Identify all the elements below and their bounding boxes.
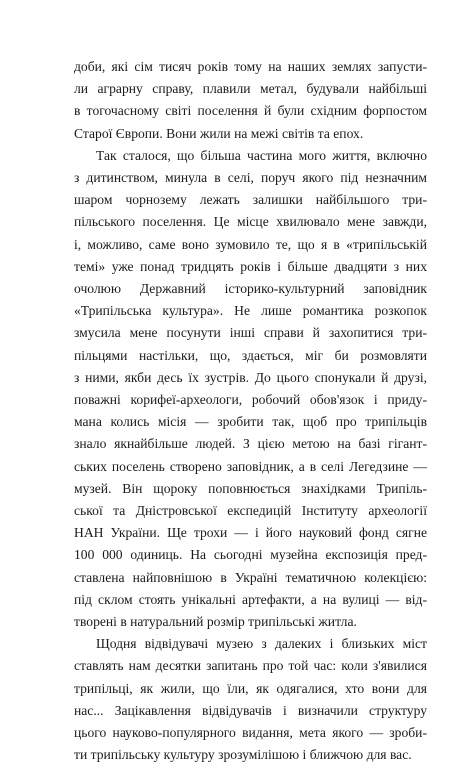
paragraph-3 — [74, 633, 427, 766]
text-line: пільського поселення. Це місце хвилювало мене завжди, — [74, 214, 427, 230]
text-line: Старої Європи. Вони жили на межі світів та епох. — [74, 125, 364, 141]
text-line: «Трипільська культура». Не лише романтика розкопок — [74, 303, 427, 319]
text-line: ли аграрну справу, плавили метал, будували найбільші — [74, 81, 427, 97]
text-line: мана колись місія — зробити так, щоб про трипільців — [74, 414, 427, 430]
text-line: шаром чорнозему лежать залишки найбільшого три- — [74, 192, 427, 208]
book-page-text — [74, 56, 427, 767]
text-line: і, можливо, саме воно зумовило те, що я в «трипільській — [74, 236, 427, 252]
paragraph-1 — [74, 56, 427, 145]
text-line: нас... Зацікавлення відвідувачів і визначили структуру — [74, 702, 427, 718]
text-line: пільцями настільки, що, здається, міг би розмовляти — [74, 347, 427, 363]
paragraph-2 — [74, 145, 427, 633]
text-line: НАН України. Ще трохи — і його науковий фонд сягне — [74, 525, 427, 541]
text-line: Так сталося, що більша частина мого життя, включно — [96, 147, 427, 163]
text-line: з дитинством, минула в селі, поруч якого під незначним — [74, 170, 427, 186]
text-line: ставлена найповнішою в Україні тематичною колекцією: — [74, 569, 427, 585]
text-line: Щодня відвідувачі музею з далеких і близьких міст — [96, 636, 427, 652]
text-line: творені в натуральний розмір трипільські житла. — [74, 614, 357, 630]
text-line: очолюю Державний історико-культурний заповідник — [74, 281, 427, 297]
text-line: під склом стоять унікальні артефакти, а на вулиці — від- — [74, 591, 427, 607]
text-line: 100 000 одиниць. На сьогодні музейна експозиція пред- — [74, 547, 427, 563]
text-line: трипільці, як жили, що їли, як одягалися, хто вони для — [74, 680, 427, 696]
text-line: знало якнайбільше людей. З цією метою на базі гігант- — [74, 436, 427, 452]
text-line: темі» уже понад тридцять років і більше двадцяти з них — [74, 258, 427, 274]
text-line: ти трипільську культуру зрозумілішою і ближчою для вас. — [74, 747, 412, 763]
text-line: змусила мене посунути інші справи й захопитися три- — [74, 325, 427, 341]
text-line: музей. Він щороку поповнюється знахідками Трипіль- — [74, 480, 427, 496]
text-line: цього науково-популярного видання, мета якого — зроби- — [74, 725, 427, 741]
text-line: в тогочасному світі поселення й були східним форпостом — [74, 103, 427, 119]
text-line: ських поселень створено заповідник, а в селі Легедзине — — [74, 458, 427, 474]
text-line: поважні корифеї-археологи, робочий обов'язок і приду- — [74, 392, 427, 408]
text-line: з ними, якби десь їх зустрів. До цього спонукали й друзі, — [74, 369, 427, 385]
text-line: ської та Дністровської експедицій Інституту археології — [74, 503, 427, 519]
text-line: доби, які сім тисяч років тому на наших землях запусти- — [74, 59, 427, 74]
text-line: ставлять нам десятки запитань про той час: коли з'явилися — [74, 658, 427, 674]
